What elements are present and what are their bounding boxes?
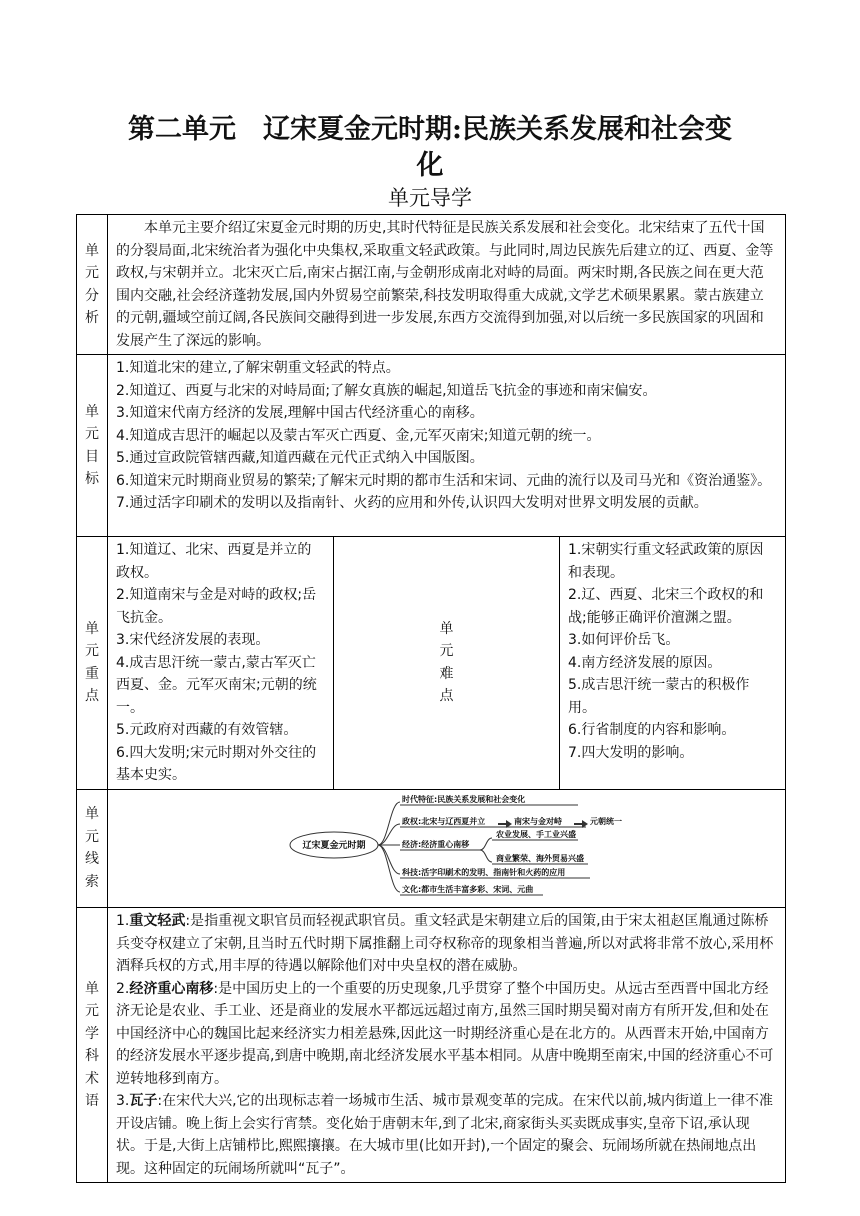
term-item: 3.瓦子:在宋代大兴,它的出现标志着一场城市生活、城市景观变革的完成。在宋代以前,城内街道上一律不准开设店铺。晚上街上会实行宵禁。变化始于唐朝末年,到了北宋,商家街头买卖既成事实,皇帝下诏,承认现状。于是,大街上店铺栉比,熙熙攘攘。在大城市里(比如开封),一个固定的聚会、玩闹场所就在热闹地点出现。这种固定的玩闹场所就叫“瓦子”。: [116, 1093, 773, 1177]
branch-politics: 政权:北宋与辽西夏并立: [402, 816, 486, 826]
economy-sub1: 农业发展、手工业兴盛: [496, 829, 576, 839]
terms-list: [108, 908, 786, 1183]
page-subtitle: 单元导学: [388, 186, 472, 210]
goal-item: 3.知道宋代南方经济的发展,理解中国古代经济重心的南移。: [116, 405, 484, 421]
branch-tech: 科技:活字印刷术的发明、指南针和火药的应用: [402, 867, 566, 877]
goal-item: 4.知道成吉思汗的崛起以及蒙古军灭亡西夏、金,元军灭南宋;知道元朝的统一。: [116, 427, 601, 444]
term-name: 重文轻武: [129, 913, 186, 929]
branch-era: 时代特征:民族关系发展和社会变化: [402, 794, 526, 804]
keypoint-item: 1.知道辽、北宋、西夏是并立的政权。: [116, 542, 312, 581]
center-label: 辽宋夏金元时期: [302, 840, 366, 851]
term-item: 1.重文轻武:是指重视文职官员而轻视武职官员。重文轻武是宋朝建立后的国策,由于宋太祖赵匡胤通过陈桥兵变夺权建立了宋朝,且当时五代时期下属推翻上司夺权称帝的现象相当普遍,所以对武将非常不放心,采用杯酒释兵权的方式,用丰厚的待遇以解除他们对中央皇权的潜在威胁。: [116, 913, 774, 974]
page-title-line2: 化: [416, 150, 444, 181]
analysis-row: [77, 215, 786, 355]
difficulty-item: 5.成吉思汗统一蒙古的积极作用。: [568, 677, 750, 716]
keypoint-item: 5.元政府对西藏的有效管辖。: [116, 722, 298, 738]
economy-sub2-link: [480, 850, 492, 862]
clues-mindmap: [108, 790, 778, 900]
difficulty-item: 1.宋朝实行重文轻武政策的原因和表现。: [568, 542, 764, 581]
unit-guide-table: [76, 214, 786, 1183]
clues-diagram-cell: [108, 789, 786, 908]
keypoint-item: 3.宋代经济发展的表现。: [116, 632, 270, 648]
keypoints-label: 单 元 重 点: [77, 537, 108, 790]
goal-item: 1.知道北宋的建立,了解宋朝重文轻武的特点。: [116, 360, 400, 376]
keypoints-list: [108, 537, 334, 790]
term-definition: 在宋代大兴,它的出现标志着一场城市生活、城市景观变革的完成。在宋代以前,城内街道上一律不准开设店铺。晚上街上会实行宵禁。变化始于唐朝末年,到了北宋,商家街头买卖既成事实,皇帝下诏,承认现状。于是,大街上店铺栉比,熙熙攘攘。在大城市里(比如开封),一个固定的聚会、玩闹场所就在热闹地点出现。这种固定的玩闹场所就叫“瓦子”。: [116, 1093, 773, 1177]
analysis-label: 单 元 分 析: [77, 215, 108, 355]
goals-list: [108, 355, 786, 537]
difficulties-label: 单 元 难 点: [334, 537, 560, 790]
terms-row: [77, 908, 786, 1183]
branch-economy: 经济:经济重心南移: [402, 839, 470, 849]
branch-politics-link: [378, 824, 400, 845]
difficulty-item: 3.如何评价岳飞。: [568, 632, 680, 648]
keypoint-item: 4.成吉思汗统一蒙古,蒙古军灭亡西夏、金。元军灭南宋;元朝的统一。: [116, 654, 317, 716]
goal-item: 2.知道辽、西夏与北宋的对峙局面;了解女真族的崛起,知道岳飞抗金的事迹和南宋偏安。: [116, 382, 657, 399]
term-item: 2.经济重心南移:是中国历史上的一个重要的历史现象,几乎贯穿了整个中国历史。从远古至西晋中国北方经济无论是农业、手工业、还是商业的发展水平都远远超过南方,虽然三国时期吴蜀对南方有所开发,但和处在中国经济中心的魏国比起来经济实力相差悬殊,因此这一时期经济重心是在北方的。从西晋末开始,中国南方的经济发展水平逐步提高,到唐中晚期,南北经济发展水平基本相同。从唐中晚期至南宋,中国的经济重心不可逆转地移到南方。: [116, 980, 774, 1087]
keypoint-item: 2.知道南宋与金是对峙的政权;岳飞抗金。: [116, 587, 317, 626]
economy-sub1-link: [480, 838, 492, 850]
term-name: 瓦子: [129, 1093, 158, 1109]
difficulties-list: [560, 537, 786, 790]
goal-item: 5.通过宣政院管辖西藏,知道西藏在元代正式纳入中国版图。: [116, 450, 484, 466]
goal-item: 7.通过活字印刷术的发明以及指南针、火药的应用和外传,认识四大发明对世界文明发展的贡献。: [116, 495, 708, 511]
term-definition: 是指重视文职官员而轻视武职官员。重文轻武是宋朝建立后的国策,由于宋太祖赵匡胤通过陈桥兵变夺权建立了宋朝,且当时五代时期下属推翻上司夺权称帝的现象相当普遍,所以对武将非常不放心,采用杯酒释兵权的方式,用丰厚的待遇以解除他们对中央皇权的潜在威胁。: [116, 913, 774, 974]
keypoint-item: 6.四大发明;宋元时期对外交往的基本史实。: [116, 744, 317, 783]
analysis-text: 本单元主要介绍辽宋夏金元时期的历史,其时代特征是民族关系发展和社会变化。北宋结束了五代十国的分裂局面,北宋统治者为强化中央集权,采取重文轻武政策。与此同时,周边民族先后建立的辽、西夏、金等政权,与宋朝并立。北宋灭亡后,南宋占据江南,与金朝形成南北对峙的局面。两宋时期,各民族之间在更大范围内交融,社会经济蓬勃发展,国内外贸易空前繁荣,科技发明取得重大成就,文学艺术硕果累累。蒙古族建立的元朝,疆域空前辽阔,各民族间交融得到进一步发展,东西方交流得到加强,对以后统一多民族国家的巩固和发展产生了深远的影响。: [108, 215, 786, 355]
politics-step2: 南宋与金对峙: [514, 816, 562, 826]
difficulty-item: 4.南方经济发展的原因。: [568, 654, 722, 671]
goals-row: [77, 355, 786, 537]
clues-row: [77, 789, 786, 908]
branch-culture-link: [378, 845, 400, 892]
goals-label: 单 元 目 标: [77, 355, 108, 537]
page-title-line1: 第二单元 辽宋夏金元时期:民族关系发展和社会变: [128, 114, 732, 145]
term-name: 经济重心南移: [129, 980, 214, 997]
economy-sub2: 商业繁荣、海外贸易兴盛: [496, 853, 584, 863]
goal-item: 6.知道宋元时期商业贸易的繁荣;了解宋元时期的都市生活和宋词、元曲的流行以及司马光和《资治通鉴》。: [116, 472, 772, 489]
difficulty-item: 2.辽、西夏、北宋三个政权的和战;能够正确评价澶渊之盟。: [568, 587, 764, 626]
branch-culture: 文化:都市生活丰富多彩、宋词、元曲: [402, 884, 534, 894]
keypoints-row: [77, 537, 786, 790]
difficulty-item: 7.四大发明的影响。: [568, 744, 694, 761]
terms-label: 单 元 学 科 术 语: [77, 908, 108, 1183]
difficulty-item: 6.行省制度的内容和影响。: [568, 722, 736, 738]
term-definition: 是中国历史上的一个重要的历史现象,几乎贯穿了整个中国历史。从远古至西晋中国北方经济无论是农业、手工业、还是商业的发展水平都远远超过南方,虽然三国时期吴蜀对南方有所开发,但和处在中国经济中心的魏国比起来经济实力相差悬殊,因此这一时期经济重心是在北方的。从西晋末开始,中国南方的经济发展水平逐步提高,到唐中晚期,南北经济发展水平基本相同。从唐中晚期至南宋,中国的经济重心不可逆转地移到南方。: [116, 980, 774, 1087]
clues-label: 单 元 线 索: [77, 789, 108, 908]
branch-era-link: [378, 802, 400, 845]
politics-step3: 元朝统一: [590, 816, 622, 826]
